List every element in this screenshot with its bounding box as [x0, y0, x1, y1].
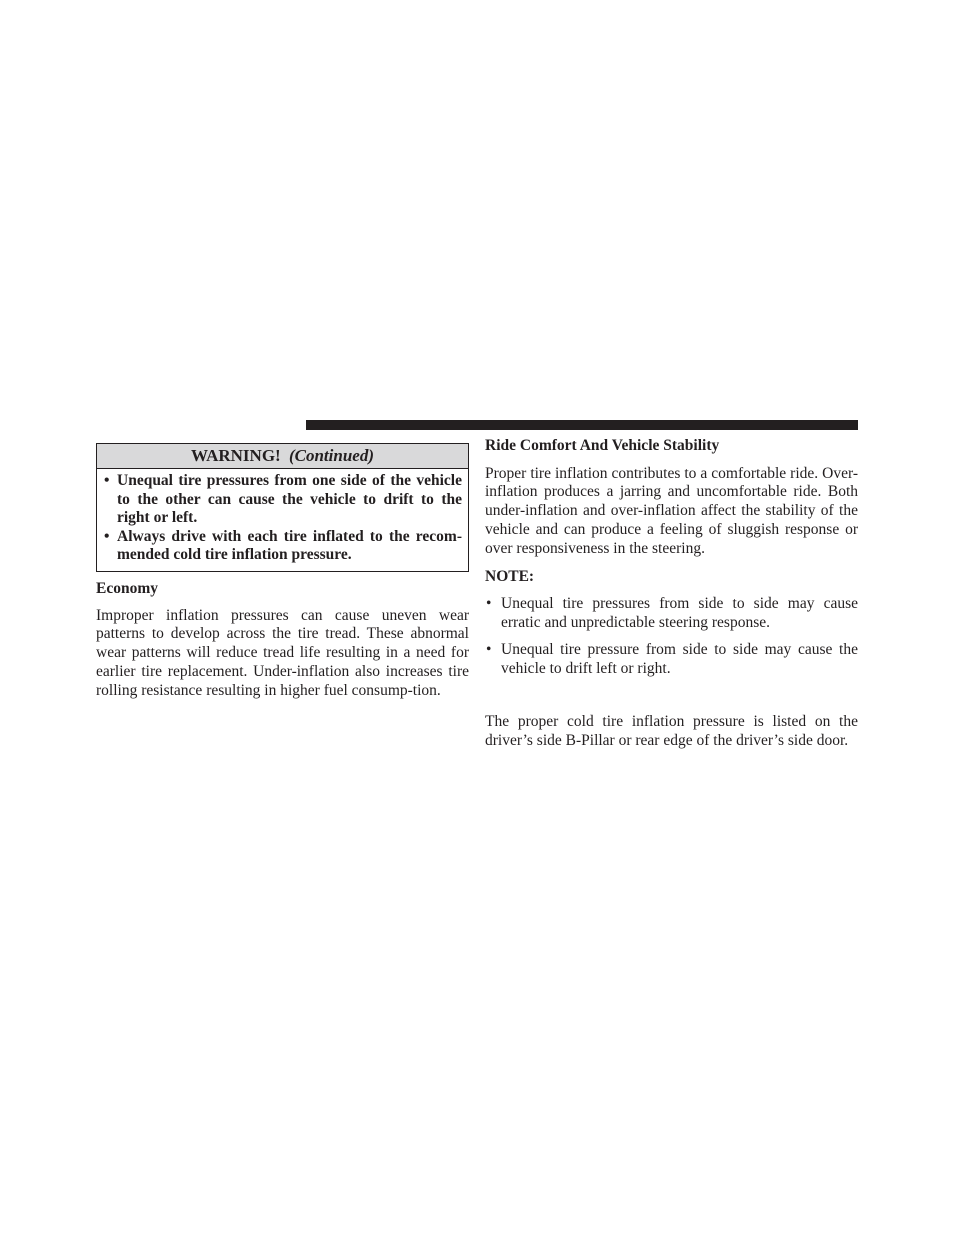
warning-item-text: Unequal tire pressures from one side of the vehicle to the other can cause the vehicle to drift to the right or left.	[117, 472, 462, 527]
warning-item	[103, 472, 462, 528]
note-item	[485, 595, 858, 633]
note-item-text: Unequal tire pressure from side to side may cause the vehicle to drift left or right.	[501, 640, 858, 677]
bullet: •	[486, 640, 492, 658]
warning-box	[96, 443, 469, 572]
warning-list	[97, 469, 468, 571]
economy-heading: Economy	[96, 579, 158, 597]
header-rule	[306, 420, 858, 430]
warning-item-text: Always drive with each tire inflated to the recom-mended cold tire inflation pressure.	[117, 527, 462, 564]
pressure-location-paragraph: The proper cold tire inflation pressure is listed on the driver’s side B-Pillar or rear edge of the driver’s side door.	[485, 713, 858, 750]
left-column	[96, 443, 469, 701]
note-item	[485, 641, 858, 679]
warning-item	[103, 528, 462, 565]
note-item-text: Unequal tire pressures from side to side may cause erratic and unpredictable steering response.	[501, 595, 858, 631]
ride-paragraph: Proper tire inflation contributes to a comfortable ride. Over-inflation produces a jarring and uncomfortable ride. Both under-inflation and over-inflation affect the stability of the vehicle and can produce a feeling of sluggish response or over responsiveness in the steering.	[485, 464, 858, 557]
ride-heading: Ride Comfort And Vehicle Stability	[485, 437, 720, 454]
warning-title: WARNING!	[190, 446, 281, 465]
warning-continued: (Continued)	[288, 446, 374, 465]
bullet: •	[104, 527, 110, 545]
bullet: •	[486, 595, 492, 613]
warning-header	[97, 444, 468, 469]
note-label: NOTE:	[485, 567, 535, 585]
economy-paragraph: Improper inflation pressures can cause uneven wear patterns to develop across the tire tread. These abnormal wear patterns will reduce tread life resulting in a need for earlier tire replacement. Under-inflation also increases tire rolling resistance resulting in higher fuel consump-tion.	[96, 606, 469, 699]
note-list	[485, 595, 858, 678]
bullet: •	[104, 472, 110, 489]
right-column	[485, 437, 858, 751]
